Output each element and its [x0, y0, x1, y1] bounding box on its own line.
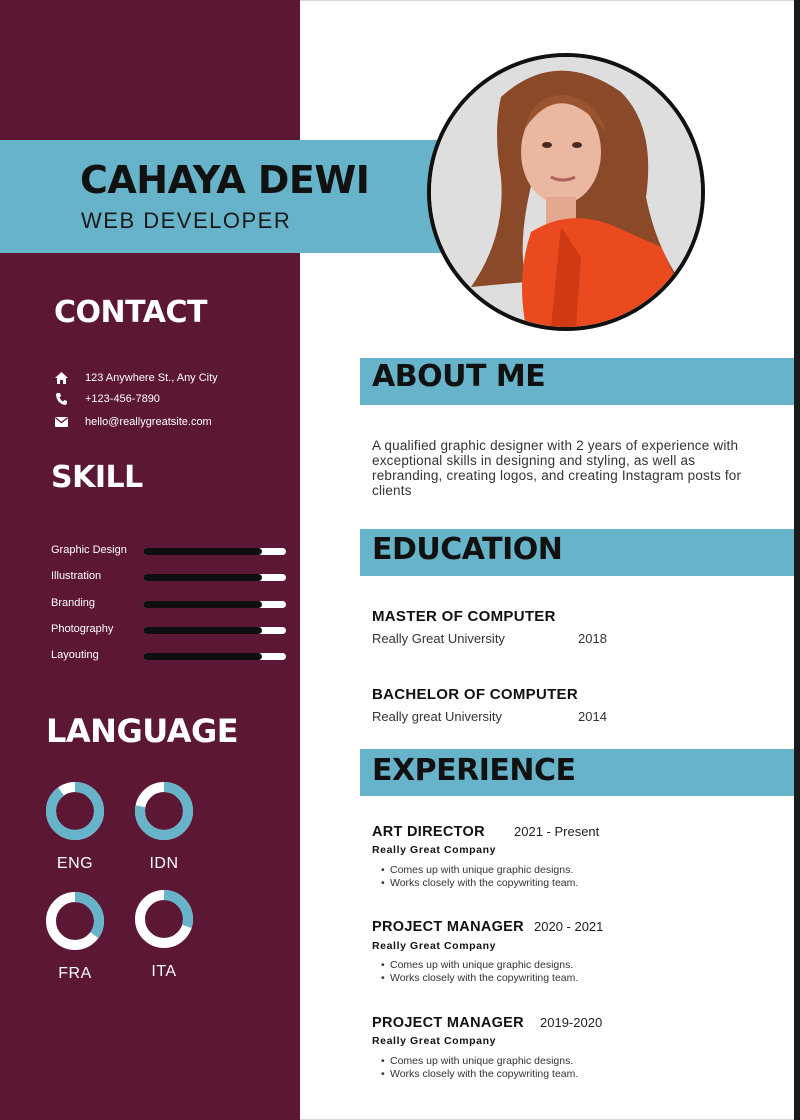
skill-label: Graphic Design	[51, 544, 127, 556]
skill-bar-track	[143, 653, 286, 660]
job-title: ART DIRECTOR	[372, 824, 485, 840]
skill-label: Branding	[51, 597, 96, 609]
job-bullet: • Comes up with unique graphic designs.	[381, 959, 578, 972]
skill-bar-track	[143, 574, 286, 581]
language-ring	[45, 781, 105, 841]
education-school: Really Great University	[372, 631, 505, 646]
job-company: Really Great Company	[372, 940, 497, 952]
job-company: Really Great Company	[372, 844, 497, 856]
language-code: ITA	[151, 963, 177, 980]
language-ring	[45, 891, 105, 951]
job-bullet: • Comes up with unique graphic designs.	[381, 864, 578, 877]
experience-heading: EXPERIENCE	[372, 753, 576, 788]
language-fra	[45, 891, 105, 982]
about-heading: ABOUT ME	[372, 359, 546, 394]
contact-address	[54, 370, 218, 386]
job-bullet: • Works closely with the copywriting team.	[381, 877, 578, 890]
skill-row	[51, 649, 291, 665]
contact-phone	[54, 391, 160, 407]
job-bullet: • Works closely with the copywriting team.	[381, 972, 578, 985]
skill-label: Photography	[51, 623, 114, 635]
job-bullets	[381, 864, 578, 889]
skill-bar-fill	[143, 627, 262, 634]
language-code: IDN	[149, 855, 179, 872]
language-idn	[134, 781, 194, 872]
skill-row	[51, 623, 291, 639]
education-year: 2018	[578, 631, 607, 646]
profile-photo	[427, 53, 705, 331]
portrait-image	[431, 57, 701, 327]
language-code: ENG	[56, 855, 94, 872]
education-degree: BACHELOR OF COMPUTER	[372, 686, 578, 703]
job-bullet: • Comes up with unique graphic designs.	[381, 1055, 578, 1068]
education-school: Really great University	[372, 709, 503, 724]
skill-label: Illustration	[51, 570, 102, 582]
skill-bar-fill	[143, 601, 262, 608]
skill-bar-fill	[143, 548, 262, 555]
skill-heading: SKILL	[51, 460, 143, 495]
language-ring	[134, 889, 194, 949]
language-heading: LANGUAGE	[46, 712, 239, 750]
contact-address-text: 123 Anywhere St., Any City	[85, 372, 218, 384]
job-dates: 2021 - Present	[514, 824, 600, 839]
contact-heading: CONTACT	[54, 295, 207, 330]
skill-label: Layouting	[51, 649, 99, 661]
skill-row	[51, 544, 291, 560]
job-dates: 2019-2020	[540, 1015, 603, 1030]
phone-icon	[54, 392, 68, 406]
job-title: PROJECT MANAGER	[372, 919, 524, 935]
job-bullet: • Works closely with the copywriting team.	[381, 1068, 578, 1081]
language-ita	[134, 889, 194, 980]
contact-email-text: hello@reallygreatsite.com	[85, 416, 212, 428]
skill-bar-fill	[143, 653, 262, 660]
home-icon	[54, 371, 68, 385]
about-text: A qualified graphic designer with 2 years of experience with exceptional skills in designing and styling, as well as rebranding, creating logos, and creating Instagram posts for clients	[372, 438, 742, 498]
education-year: 2014	[578, 709, 607, 724]
job-bullets	[381, 1055, 578, 1080]
candidate-title: WEB DEVELOPER	[81, 208, 292, 233]
language-code: FRA	[58, 965, 92, 982]
language-ring	[134, 781, 194, 841]
page-edge	[794, 0, 800, 1120]
mail-icon	[54, 415, 68, 429]
skill-bar-track	[143, 601, 286, 608]
job-bullets	[381, 959, 578, 984]
job-title: PROJECT MANAGER	[372, 1015, 524, 1031]
candidate-name: CAHAYA DEWI	[80, 158, 370, 202]
language-eng	[45, 781, 105, 872]
education-heading: EDUCATION	[372, 532, 563, 567]
education-degree: MASTER OF COMPUTER	[372, 608, 556, 625]
skill-bar-fill	[143, 574, 262, 581]
skill-bar-track	[143, 548, 286, 555]
skill-bar-track	[143, 627, 286, 634]
skill-row	[51, 570, 291, 586]
contact-phone-text: +123-456-7890	[85, 393, 160, 405]
skill-row	[51, 597, 291, 613]
job-dates: 2020 - 2021	[534, 919, 604, 934]
job-company: Really Great Company	[372, 1035, 497, 1047]
contact-email	[54, 414, 212, 430]
